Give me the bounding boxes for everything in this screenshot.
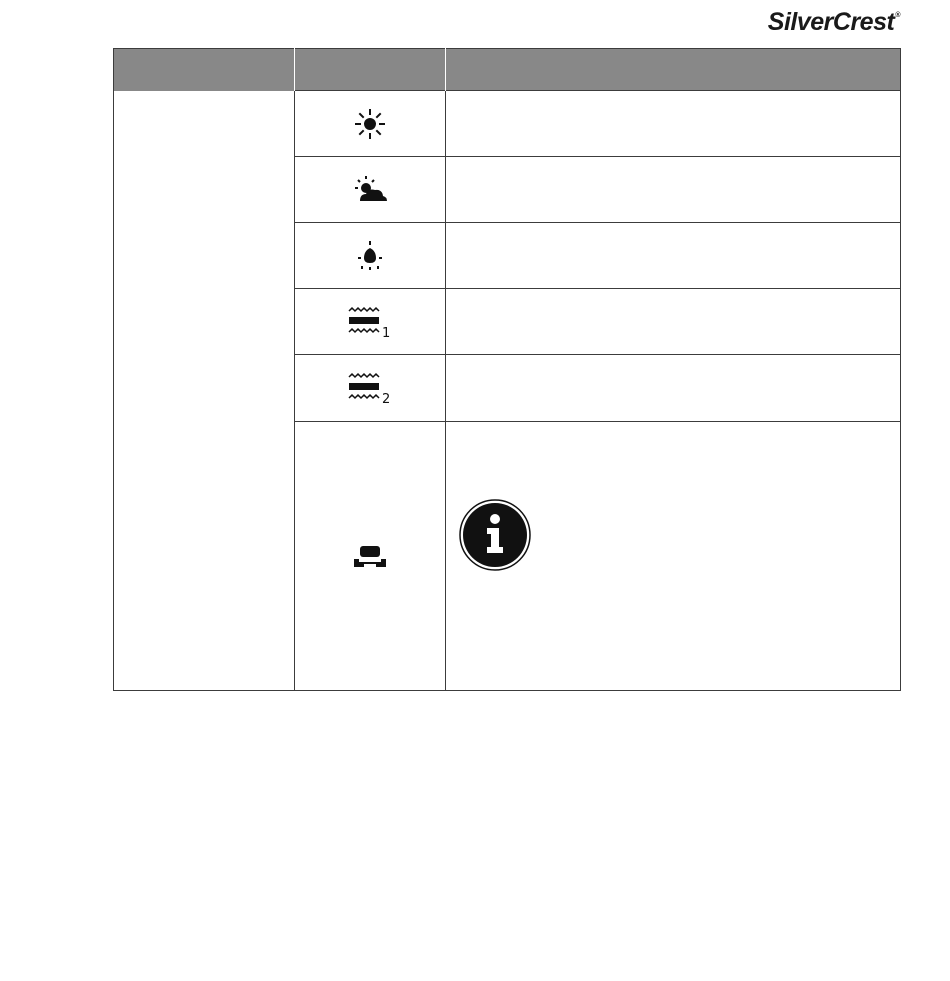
icon-cell [295,223,446,289]
description-cell [446,91,901,157]
brand-name: SilverCrest [767,8,895,36]
icon-cell [295,289,446,355]
description-cell [446,223,901,289]
icon-cell [295,421,446,690]
column-header-1 [114,49,295,91]
sun-behind-cloud-icon [352,175,388,205]
description-cell [446,157,901,223]
defrost-subscript-1: 1 [382,325,391,339]
defrost-subscript-2: 2 [382,391,391,405]
brand-logo [768,8,900,37]
icon-cell [295,355,446,421]
icon-cell [295,91,446,157]
seat-icon [352,543,388,569]
registered-mark: ® [895,12,900,19]
table-header-row [114,49,901,91]
light-bulb-icon [355,240,385,272]
defrost-2-icon [347,371,393,405]
sun-icon [355,109,385,139]
description-cell [446,289,901,355]
description-cell [446,421,901,690]
defrost-1-icon [347,305,393,339]
first-column-cell [114,91,295,691]
info-icon [459,499,531,571]
symbol-table [113,48,901,691]
icon-cell [295,157,446,223]
column-header-2 [295,49,446,91]
column-header-3 [446,49,901,91]
table-row [114,91,901,157]
description-cell [446,355,901,421]
